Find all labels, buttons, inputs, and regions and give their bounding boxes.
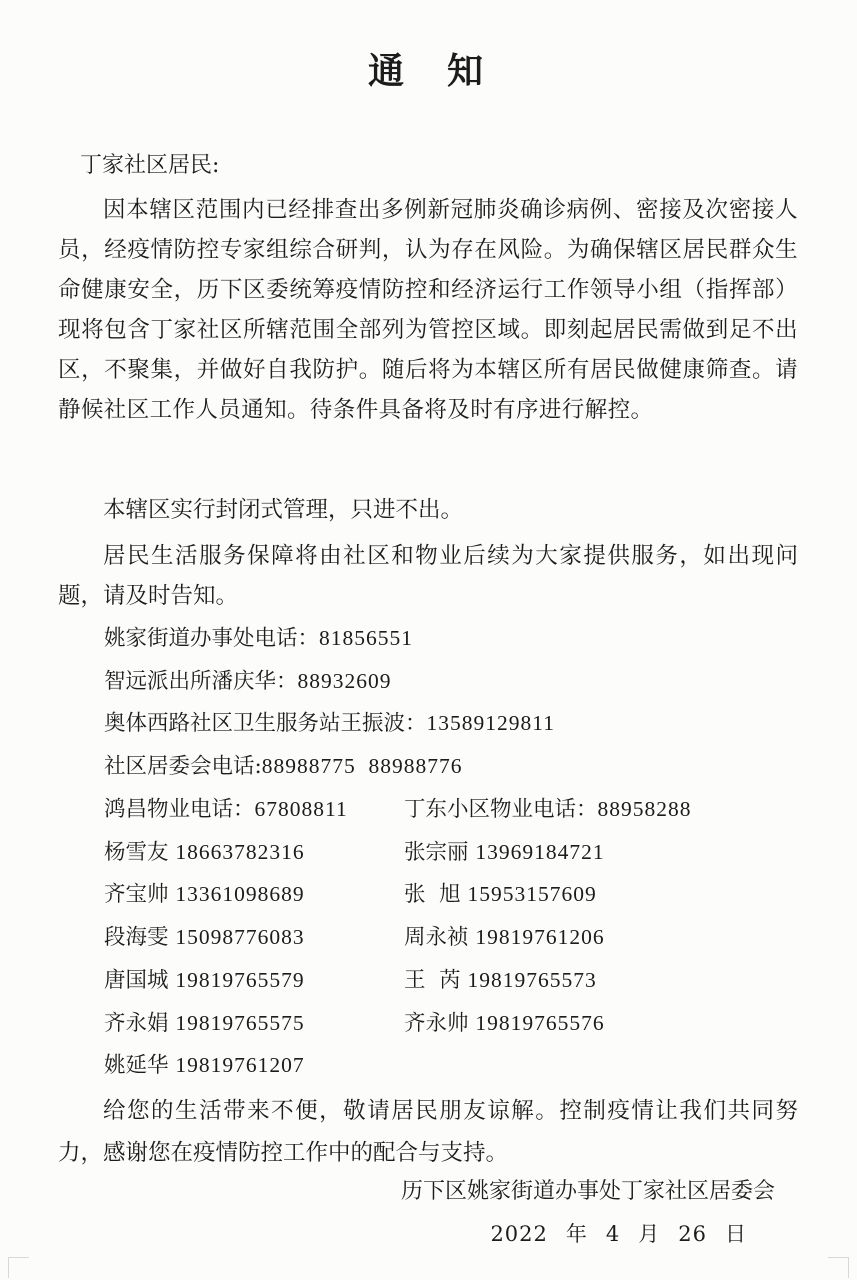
issue-date: [490, 1214, 747, 1254]
staff-name: 张宗丽: [404, 840, 469, 865]
staff-name: 段海雯: [104, 925, 169, 950]
staff-contact: [404, 960, 597, 1001]
staff-contact: [104, 874, 305, 915]
contact-hongchang-property: [104, 789, 348, 830]
page-corner-mark: [828, 1257, 849, 1278]
date-month-unit: 月: [638, 1222, 661, 1246]
contact-label: 智远派出所潘庆华：: [104, 669, 298, 694]
staff-contact: [104, 832, 305, 873]
staff-contact: [104, 1003, 305, 1044]
staff-phone: 19819761207: [175, 1053, 305, 1077]
date-day: 26: [678, 1222, 707, 1246]
contact-number: 81856551: [319, 626, 414, 650]
staff-phone: 15953157609: [467, 882, 597, 906]
staff-phone: 15098776083: [175, 925, 305, 949]
staff-name: 张 旭: [404, 882, 461, 907]
salutation: 丁家社区居民:: [80, 153, 220, 178]
contact-health-station: [104, 703, 555, 744]
contact-yaojia-office: [104, 618, 413, 659]
contact-label: 鸿昌物业电话：: [104, 797, 255, 822]
page-corner-mark: [8, 1257, 29, 1278]
staff-phone: 19819765576: [475, 1011, 605, 1035]
paragraph-main: 因本辖区范围内已经排查出多例新冠肺炎确诊病例、密接及次密接人员，经疫情防控专家组综合研判，认为存在风险。为确保辖区居民群众生命健康安全，历下区委统筹疫情防控和经济运行工作领导小组（指挥部）现将包含丁家社区所辖范围全部列为管控区域。即刻起居民需做到足不出区，不聚集，并做好自我防护。随后将为本辖区所有居民做健康筛查。请静候社区工作人员通知。待条件具备将及时有序进行解控。: [58, 197, 798, 423]
staff-phone: 19819765575: [175, 1011, 305, 1035]
staff-name: 王 芮: [404, 968, 461, 993]
notice-title: 通 知: [367, 51, 490, 92]
staff-contact: [404, 874, 597, 915]
staff-phone: 19819761206: [475, 925, 605, 949]
contact-label: 姚家街道办事处电话：: [104, 626, 320, 651]
date-day-unit: 日: [725, 1222, 747, 1246]
staff-name: 齐永娟: [104, 1011, 169, 1036]
paragraph-service: 居民生活服务保障将由社区和物业后续为大家提供服务，如出现问题，请及时告知。: [58, 543, 798, 609]
staff-phone: 19819765579: [175, 968, 305, 992]
staff-name: 唐国城: [104, 968, 169, 993]
contact-police: [104, 661, 392, 702]
staff-phone: 18663782316: [175, 840, 305, 864]
contact-dingdong-property: [404, 789, 692, 830]
date-month: 4: [605, 1222, 621, 1246]
contact-number: 13589129811: [426, 711, 555, 735]
staff-contact: [104, 960, 305, 1001]
staff-name: 周永祯: [404, 925, 469, 950]
contact-label: 社区居委会电话:: [104, 754, 262, 779]
contact-number: 67808811: [254, 797, 348, 821]
date-year: 2022: [490, 1222, 548, 1246]
signature-issuer: 历下区姚家街道办事处丁家社区居委会: [400, 1179, 775, 1204]
staff-name: 杨雪友: [104, 840, 169, 865]
contact-committee: [104, 746, 463, 787]
contact-label: 丁东小区物业电话：: [404, 797, 598, 822]
staff-phone: 19819765573: [467, 968, 597, 992]
staff-contact: [404, 832, 605, 873]
closing-paragraph: 给您的生活带来不便，敬请居民朋友谅解。控制疫情让我们共同努力，感谢您在疫情防控工作中的配合与支持。: [58, 1098, 798, 1166]
contact-number: 88988775 88988776: [261, 754, 463, 778]
contact-label: 奥体西路社区卫生服务站王振波：: [104, 711, 427, 736]
staff-contact: [104, 917, 305, 958]
staff-phone: 13361098689: [175, 882, 305, 906]
staff-contact: [404, 917, 605, 958]
contact-number: 88958288: [597, 797, 692, 821]
date-year-unit: 年: [565, 1222, 588, 1246]
paragraph-closed-management: 本辖区实行封闭式管理，只进不出。: [103, 497, 464, 523]
staff-phone: 13969184721: [475, 840, 605, 864]
staff-contact: [104, 1045, 305, 1086]
contact-number: 88932609: [297, 669, 392, 693]
staff-contact: [404, 1003, 605, 1044]
staff-name: 姚延华: [104, 1053, 169, 1078]
staff-name: 齐宝帅: [104, 882, 169, 907]
staff-name: 齐永帅: [404, 1011, 469, 1036]
